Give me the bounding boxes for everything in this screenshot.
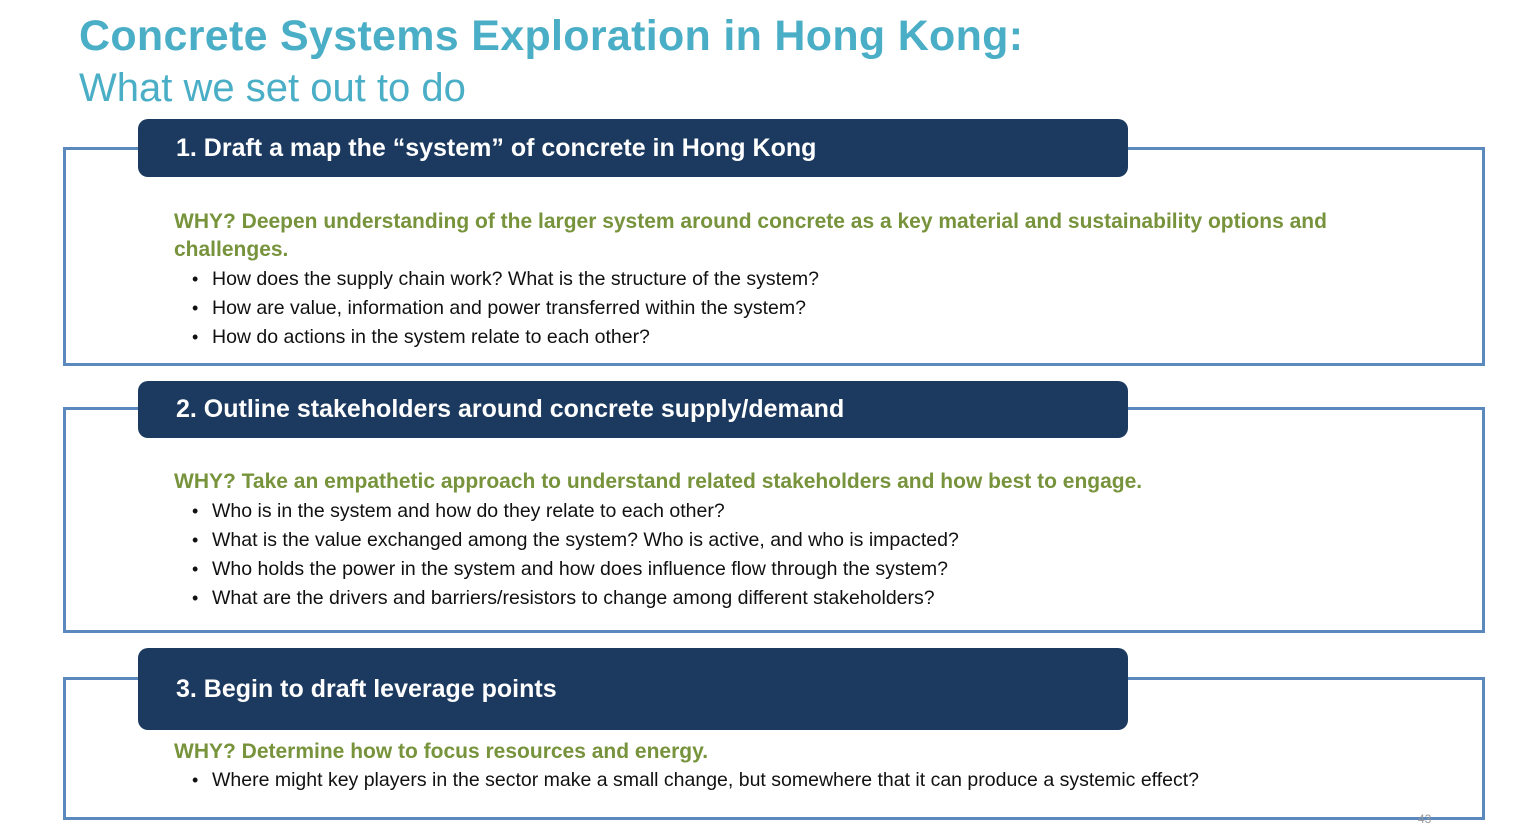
section-1-heading (138, 119, 1128, 177)
section-3-heading (138, 648, 1128, 730)
section-2-bullets (192, 497, 959, 613)
list-item: • How do actions in the system relate to each other? (192, 323, 819, 352)
list-item: • How does the supply chain work? What is the structure of the system? (192, 265, 819, 294)
list-item: • What are the drivers and barriers/resistors to change among different stakeholders? (192, 584, 959, 613)
section-3-bullets (192, 766, 1199, 795)
slide-title: Concrete Systems Exploration in Hong Kong: (79, 12, 1024, 60)
list-item: • Where might key players in the sector make a small change, but somewhere that it can produce a systemic effect? (192, 766, 1199, 795)
section-2-why: WHY? Take an empathetic approach to understand related stakeholders and how best to engage. (174, 470, 1143, 493)
section-3-why: WHY? Determine how to focus resources and energy. (174, 740, 709, 763)
page-number: 43 (1418, 812, 1432, 826)
section-1-heading-text: 1. Draft a map the “system” of concrete in Hong Kong (176, 133, 817, 162)
section-2-heading (138, 381, 1128, 438)
section-2-heading-text: 2. Outline stakeholders around concrete supply/demand (176, 395, 845, 423)
list-item: • How are value, information and power transferred within the system? (192, 294, 819, 323)
list-item: • Who holds the power in the system and how does influence flow through the system? (192, 555, 959, 584)
list-item: • What is the value exchanged among the system? Who is active, and who is impacted? (192, 526, 959, 555)
slide-subtitle: What we set out to do (79, 66, 466, 110)
list-item: • Who is in the system and how do they relate to each other? (192, 497, 959, 526)
section-3-heading-text: 3. Begin to draft leverage points (176, 674, 557, 703)
section-1-why: WHY? Deepen understanding of the larger system around concrete as a key material and sustainability options and challenges. (174, 210, 1327, 261)
section-1-bullets (192, 265, 819, 352)
